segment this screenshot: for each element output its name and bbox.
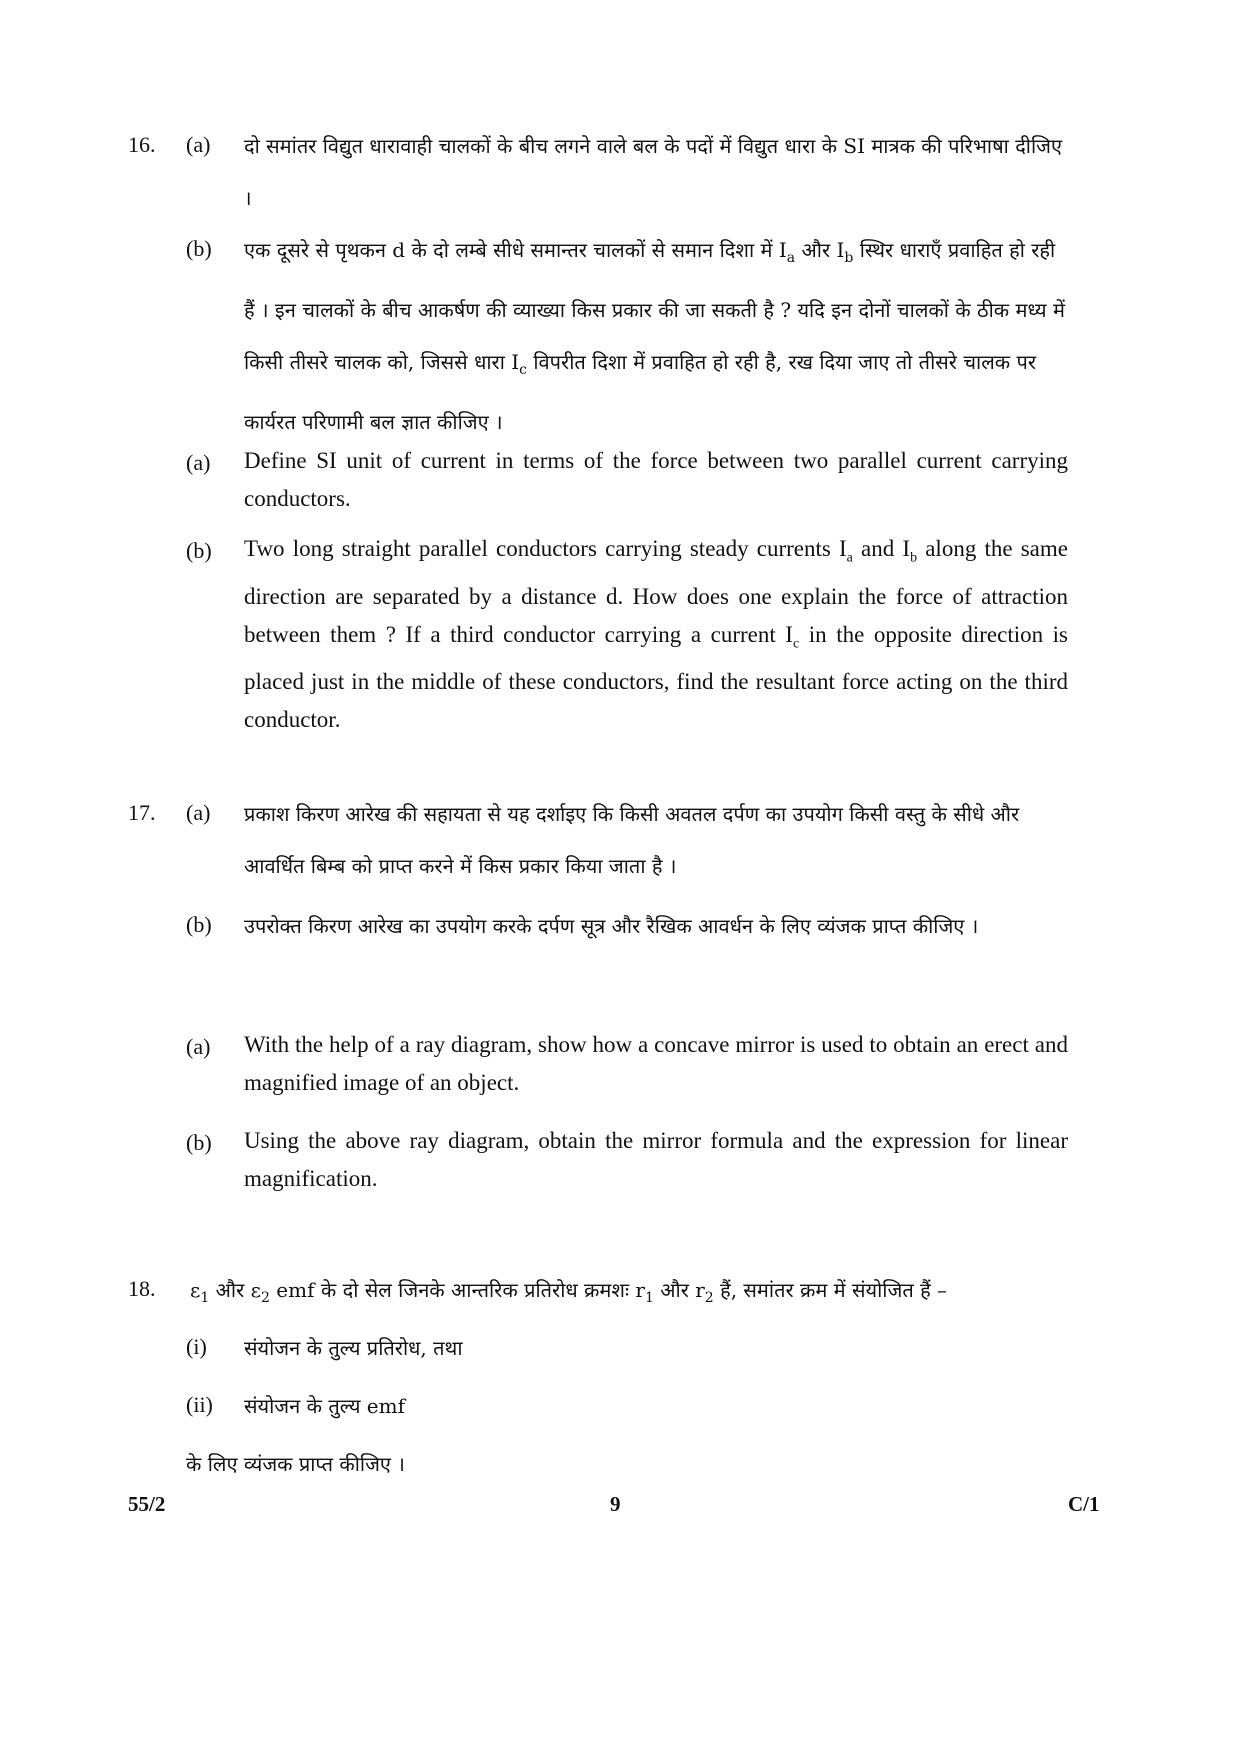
subscript: c — [792, 636, 800, 652]
text-run: emf के दो सेल जिनके आन्तरिक प्रतिरोध क्रमशः r — [269, 1278, 645, 1302]
text-run: और I — [795, 238, 845, 262]
q16-english-b-text — [244, 530, 1068, 739]
q18-statement — [190, 1264, 1068, 1324]
part-label: (a) — [186, 450, 211, 475]
q17-english-b-text: Using the above ray diagram, obtain the mirror formula and the expression for linear magnification. — [244, 1128, 1068, 1191]
q18-item-ii-text: संयोजन के तुल्य emf — [244, 1394, 406, 1418]
part-label: (b) — [186, 236, 212, 261]
footer-right: C/1 — [1068, 1492, 1100, 1516]
part-label: (b) — [186, 1130, 212, 1155]
subscript: b — [844, 250, 854, 266]
text-run: स्थिर धाराएँ प्रवाहित हो रही हैं । इन चालकों के बीच आकर्षण की व्याख्या किस प्रकार की जा सकती है ? यदि इन दोनों चालकों के ठीक मध्य में किसी तीसरे चालक को, जिससे धारा I — [244, 238, 1065, 374]
q18-closing: के लिए व्यंजक प्राप्त कीजिए । — [186, 1452, 405, 1476]
text-run: ε — [190, 1278, 201, 1302]
page-number: 9 — [610, 1492, 621, 1516]
q16-hindi-a-text: दो समांतर विद्युत धारावाही चालकों के बीच लगने वाले बल के पदों में विद्युत धारा के SI मात्रक की परिभाषा दीजिए । — [244, 134, 1063, 210]
q17-hindi-b-text: उपरोक्त किरण आरेख का उपयोग करके दर्पण सूत्र और रैखिक आवर्धन के लिए व्यंजक प्राप्त कीजिए । — [244, 914, 979, 938]
part-label: (ii) — [186, 1392, 213, 1417]
question-number: 17. — [128, 800, 156, 825]
q16-hindi-b-text — [244, 224, 1068, 448]
subscript: 2 — [704, 1290, 714, 1306]
text-run: और ε — [209, 1278, 262, 1302]
subscript: a — [846, 550, 853, 566]
text-run: and I — [852, 536, 911, 561]
part-label: (b) — [186, 538, 212, 563]
question-number: 18. — [128, 1276, 156, 1301]
q18-item-i-text: संयोजन के तुल्य प्रतिरोध, तथा — [244, 1336, 463, 1360]
q16-english-a-text: Define SI unit of current in terms of the force between two parallel current carrying conductors. — [244, 448, 1068, 511]
q17-english-a-text: With the help of a ray diagram, show how a concave mirror is used to obtain an erect and magnified image of an object. — [244, 1032, 1068, 1095]
text-run: in the opposite direction is placed just in the middle of these conductors, find the resultant force acting on the third conductor. — [244, 621, 1069, 733]
text-run: एक दूसरे से पृथकन d के दो लम्बे सीधे समान्तर चालकों से समान दिशा में I — [244, 238, 787, 262]
subscript: c — [519, 362, 528, 378]
part-label: (i) — [186, 1334, 207, 1359]
subscript: 1 — [644, 1290, 654, 1306]
text-run: और r — [653, 1278, 705, 1302]
footer-left: 55/2 — [128, 1492, 166, 1516]
part-label: (a) — [186, 1034, 211, 1059]
text-run: विपरीत दिशा में प्रवाहित हो रही है, रख दिया जाए तो तीसरे चालक पर कार्यरत परिणामी बल ज्ञात कीजिए । — [244, 350, 1037, 434]
text-run: Two long straight parallel conductors carrying steady currents I — [244, 536, 847, 561]
text-run: हैं, समांतर क्रम में संयोजित हैं – — [713, 1278, 948, 1302]
subscript: 1 — [200, 1290, 210, 1306]
text-run: along the same direction are separated by a distance d. How does one explain the force of attraction between them ? If a third conductor carrying a current I — [244, 536, 1068, 647]
part-label: (b) — [186, 912, 212, 937]
part-label: (a) — [186, 132, 211, 157]
question-number: 16. — [128, 132, 156, 157]
subscript: 2 — [261, 1290, 270, 1306]
subscript: a — [786, 250, 796, 266]
part-label: (a) — [186, 800, 211, 825]
subscript: b — [910, 550, 918, 566]
q17-hindi-a-text: प्रकाश किरण आरेख की सहायता से यह दर्शाइए कि किसी अवतल दर्पण का उपयोग किसी वस्तु के सीधे और आवर्धित बिम्ब को प्राप्त करने में किस प्रकार किया जाता है । — [244, 802, 1020, 878]
